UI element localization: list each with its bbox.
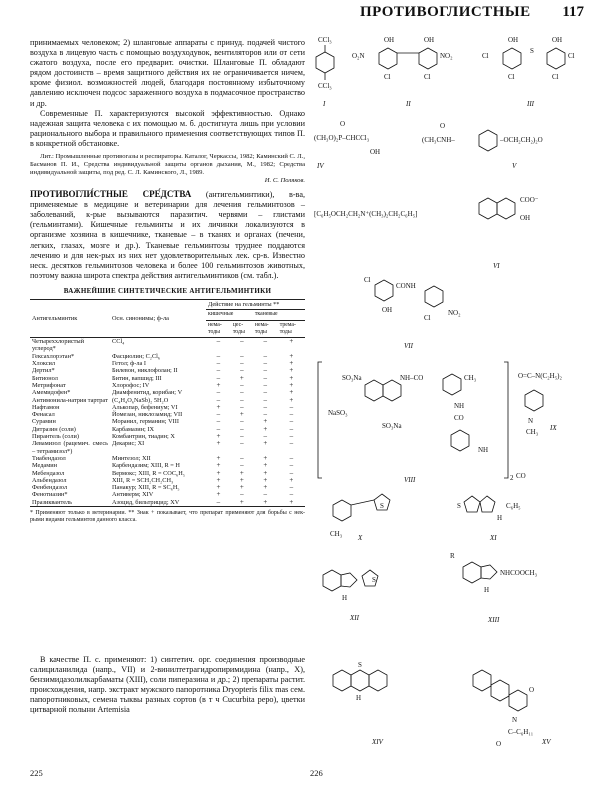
mark-cell: + xyxy=(289,337,294,346)
mark-cell: – xyxy=(263,380,268,389)
formula-text: O xyxy=(340,120,346,128)
mark-cell: – xyxy=(289,424,294,433)
roman-numeral: I xyxy=(323,100,326,108)
mark-cell: + xyxy=(216,439,221,448)
formula-text: NH xyxy=(454,402,465,410)
formula-text: CCl₃ xyxy=(318,82,332,90)
drug-synonym: Вермокс; XIII, R = COC₆H₅ xyxy=(112,469,185,477)
table-header: трема-тоды xyxy=(278,320,305,338)
drug-name: Дитразин (соли) xyxy=(32,425,76,433)
mark-cell: + xyxy=(239,373,244,382)
mark-cell: – xyxy=(263,490,268,499)
mark-cell: – xyxy=(289,461,294,470)
roman-numeral: X xyxy=(358,534,363,542)
structure-VII xyxy=(364,276,461,350)
drug-name: Метрифонат xyxy=(32,381,66,389)
mark-cell: + xyxy=(263,468,268,477)
entry-title: ПРОТИВОГЛИ́СТНЫЕ СРЕ́ДСТВА xyxy=(30,189,192,200)
drug-synonym: (C₄H₄O₆NaSb)₂ 5H₂O xyxy=(112,396,169,404)
formula-text: OH xyxy=(382,306,393,314)
mark-cell: – xyxy=(216,410,221,419)
mark-cell: + xyxy=(289,351,294,360)
mark-cell: – xyxy=(216,395,221,404)
mark-cell: + xyxy=(289,373,294,382)
formula-text: NO₂ xyxy=(440,52,453,60)
formula-text: O xyxy=(440,122,446,130)
mark-cell: + xyxy=(239,410,244,419)
roman-numeral: IX xyxy=(550,424,557,432)
roman-numeral: VII xyxy=(404,342,413,350)
mark-cell: – xyxy=(216,424,221,433)
page-number-right: 226 xyxy=(310,768,323,778)
formula-text: (CH₃O)₂P–CHCCl₃ xyxy=(314,134,370,142)
formula-text: CONH xyxy=(396,282,416,290)
formula-text: S xyxy=(372,576,376,584)
drug-synonym: Моранил, германин; VIII xyxy=(112,418,179,426)
roman-numeral: XV xyxy=(542,738,551,746)
formula-text: OH xyxy=(424,36,435,44)
mark-cell: – xyxy=(240,366,244,375)
mark-cell: – xyxy=(240,359,244,368)
drug-name: Медамин xyxy=(32,462,57,470)
formula-text: C–C₆H₁₁ xyxy=(508,728,534,736)
drug-name: Нафтамон xyxy=(32,403,60,411)
mark-cell: + xyxy=(216,453,221,462)
paragraph: принимаемых человеком; 2) шланговые аппараты с принуд. подачей чистого воздуха в лицевую часть с помощью воздуходувок, вентиляторов или от сети сжатого воздуха, после его предварит. очистки. Шланговые П. обладают рядом достоинств – время защитного действия их не ограничивается ничем, кроме физиол. возможностей людей, благодаря постоянному избыточному давлению исключен подсос зараженного воздуха в подмасочное пространство и др. xyxy=(30,38,305,108)
formula-text: S xyxy=(530,47,534,55)
drug-synonym: CCl₄ xyxy=(112,338,125,346)
bottom-paragraph xyxy=(30,655,305,715)
structure-XIV xyxy=(333,661,387,746)
table-note: * Применяют только в ветеринарии. ** Знак + показывает, что препарат применяют для борьбы с нек-рыми видами гельминтов данного класса. xyxy=(30,509,305,524)
mark-cell: – xyxy=(289,417,294,426)
formula-text: H xyxy=(356,694,362,702)
mark-cell: – xyxy=(240,461,244,470)
formula-text: S xyxy=(380,502,384,510)
table-header: Осн. синонимы; ф-ла xyxy=(110,299,206,337)
formula-text: CO xyxy=(454,414,464,422)
formula-text: CO xyxy=(516,472,526,480)
formula-text: COO⁻ xyxy=(520,196,539,204)
drug-synonym: Азоцид, бильтрицид; XV xyxy=(112,498,180,506)
drug-name: Мебендазол xyxy=(32,469,65,477)
drug-synonym: Алькопар, бефениум; VI xyxy=(112,403,178,411)
mark-cell: – xyxy=(263,432,268,441)
mark-cell: + xyxy=(216,461,221,470)
mark-cell: – xyxy=(240,380,244,389)
mark-cell: – xyxy=(216,366,221,375)
formula-text: SO₃Na xyxy=(382,422,402,430)
mark-cell: + xyxy=(216,483,221,492)
formula-text: Cl xyxy=(424,73,431,81)
drug-synonym: Гетол; ф-ла I xyxy=(112,360,146,368)
formula-text: SO₃Na xyxy=(342,374,362,382)
drug-synonym: Панакур; XIII, R = SC₆H₅ xyxy=(112,484,180,492)
running-header xyxy=(338,4,584,24)
roman-numeral: III xyxy=(527,100,534,108)
structure-IV xyxy=(314,120,380,170)
structure-XII xyxy=(323,570,378,622)
mark-cell: + xyxy=(263,497,268,506)
paragraph: В качестве П. с. применяют: 1) синтетич. орг. соединения производные салициланилида (напр., VII) и 2-винилтетрагидропиримидина (напр., X), бензимидазолилкарбаматы (XIII), соли пиперазина и др.; 2) препараты растит. происхождения, напр. экстракт мужского папоротника Dryopteris filix mas сем. папоротниковых, семена тыквы разных сортов (в т ч Cucurbita pepo), цветки цитварной полыни Artemisia xyxy=(30,655,305,714)
formula-text: Cl xyxy=(384,73,391,81)
mark-cell: – xyxy=(289,432,294,441)
drug-name: Сурамин xyxy=(32,418,56,426)
mark-cell: + xyxy=(263,475,268,484)
table-header: кишечные xyxy=(206,310,253,320)
roman-numeral: VI xyxy=(493,262,500,270)
mark-cell: + xyxy=(263,461,268,470)
mark-cell: + xyxy=(263,424,268,433)
drug-synonym: Хлорофос; IV xyxy=(112,381,150,389)
mark-cell: + xyxy=(263,453,268,462)
mark-cell: + xyxy=(216,490,221,499)
formula-text: (CH₃CNH– xyxy=(422,136,455,144)
table-row xyxy=(30,440,305,455)
roman-numeral: XIV xyxy=(372,738,383,746)
drug-name: Четыреххлористый углерод* xyxy=(32,338,84,353)
drug-synonym: Йомезан, никлозамид; VII xyxy=(112,411,183,419)
mark-cell: – xyxy=(240,490,244,499)
formula-text: 2 xyxy=(510,474,514,482)
entry xyxy=(30,189,305,281)
mark-cell: – xyxy=(216,373,221,382)
mark-cell: – xyxy=(240,439,244,448)
chemical-structures xyxy=(312,30,597,770)
drug-synonym: Антиверм; XIV xyxy=(112,491,154,499)
roman-numeral: II xyxy=(406,100,411,108)
mark-cell: + xyxy=(239,497,244,506)
structure-VI xyxy=(314,196,539,270)
formula-text: NH xyxy=(478,446,489,454)
mark-cell: + xyxy=(263,439,268,448)
formula-text: Cl xyxy=(552,73,559,81)
formula-text: OH xyxy=(520,214,531,222)
formula-text: S xyxy=(358,661,362,669)
drug-name: Альбендазол xyxy=(32,476,67,484)
structures-svg xyxy=(312,30,597,770)
drug-synonym: Карбамазин; IX xyxy=(112,425,154,433)
table-title: ВАЖНЕЙШИЕ СИНТЕТИЧЕСКИЕ АНТИГЕЛЬМИНТИКИ xyxy=(63,286,272,295)
mark-cell: – xyxy=(263,359,268,368)
header-page-number: 117 xyxy=(562,4,584,20)
mark-cell: + xyxy=(289,359,294,368)
header-title: ПРОТИВОГЛИСТНЫЕ xyxy=(360,4,531,20)
drug-name: Тиабендазол xyxy=(32,454,66,462)
drug-synonym: Фасциолин; C₂Cl₆ xyxy=(112,352,161,360)
drug-name: Битионол xyxy=(32,374,58,382)
structure-VIII xyxy=(318,362,526,484)
table-header: тканевые xyxy=(253,310,305,320)
formula-text: –OCH₂CH₂)₂O xyxy=(500,136,543,144)
drug-name: Антимонила-натрия тартрат xyxy=(32,396,108,404)
drug-name: Фенасал xyxy=(32,411,55,419)
roman-numeral: V xyxy=(512,162,517,170)
drug-name: Празиквантель xyxy=(32,498,73,506)
drug-synonym: XIII, R = SCH₂CH₂CH₃ xyxy=(112,476,174,484)
table-row xyxy=(30,338,305,353)
formula-text: Cl xyxy=(424,314,431,322)
table-header: цес-тоды xyxy=(231,320,253,338)
mark-cell: – xyxy=(289,439,294,448)
literature: Лит.: Промышленные противогазы и респираторы. Каталог, Черкассы, 1982; Каминский С. Л., Басманов П. И., Средства индивидуальной защиты органов дыхания, М., 1982; Средства индивидуальной защиты, под ред. С. Л. Каминского, Л., 1989. xyxy=(30,153,305,177)
formula-text: R xyxy=(450,552,455,560)
mark-cell: – xyxy=(216,351,221,360)
table-header: нема-тоды xyxy=(253,320,278,338)
drug-synonym: Минтезол; XII xyxy=(112,454,151,462)
structure-X xyxy=(330,494,390,542)
mark-cell: – xyxy=(263,351,268,360)
mark-cell: – xyxy=(263,402,268,411)
formula-text: O₂N xyxy=(352,52,365,60)
formula-text: NH–CO xyxy=(400,374,424,382)
structure-XI xyxy=(457,496,521,542)
mark-cell: – xyxy=(240,402,244,411)
mark-cell: + xyxy=(289,475,294,484)
table-body xyxy=(30,338,305,507)
formula-text: N xyxy=(528,417,534,425)
structure-XV xyxy=(473,670,551,748)
mark-cell: + xyxy=(263,483,268,492)
drug-name: Левамизол (рацемич. смесь – тетрамизол*) xyxy=(32,440,108,455)
mark-cell: + xyxy=(289,388,294,397)
drug-name: Амемидофен* xyxy=(32,389,71,397)
structure-V xyxy=(422,122,543,170)
mark-cell: – xyxy=(240,351,244,360)
structure-XIII xyxy=(450,552,538,624)
mark-cell: – xyxy=(263,366,268,375)
structure-II xyxy=(352,36,453,108)
formula-text: OH xyxy=(508,36,519,44)
mark-cell: + xyxy=(289,380,294,389)
mark-cell: – xyxy=(263,373,268,382)
drug-synonym: Битин, вапшид; III xyxy=(112,374,162,382)
mark-cell: – xyxy=(240,453,244,462)
table-header: нема-тоды xyxy=(206,320,231,338)
formula-text: CH₃ xyxy=(464,374,477,382)
drug-name: Фенотиазин* xyxy=(32,491,68,499)
formula-text: CH₃ xyxy=(330,530,343,538)
table-header: Антигельминтик xyxy=(30,299,110,337)
mark-cell: – xyxy=(240,388,244,397)
formula-text: CH₃ xyxy=(526,428,539,436)
mark-cell: + xyxy=(263,417,268,426)
drug-name: Хлоксил xyxy=(32,360,56,368)
mark-cell: + xyxy=(216,402,221,411)
mark-cell: – xyxy=(289,468,294,477)
formula-text: Cl xyxy=(482,52,489,60)
mark-cell: – xyxy=(216,497,221,506)
mark-cell: – xyxy=(240,432,244,441)
mark-cell: + xyxy=(239,475,244,484)
mark-cell: – xyxy=(289,410,294,419)
page-number-left: 225 xyxy=(30,768,43,778)
mark-cell: + xyxy=(216,432,221,441)
formula-text: NO₂ xyxy=(448,309,461,317)
drug-name: Фенбендазол xyxy=(32,484,68,492)
mark-cell: – xyxy=(263,337,268,346)
drug-name: Гексахлорэтан* xyxy=(32,352,75,360)
formula-text: CCl₃ xyxy=(318,36,332,44)
mark-cell: – xyxy=(240,424,244,433)
formula-text: NaSO₃ xyxy=(328,409,348,417)
mark-cell: + xyxy=(216,468,221,477)
mark-cell: – xyxy=(289,490,294,499)
formula-text: S xyxy=(457,502,461,510)
mark-cell: – xyxy=(263,410,268,419)
formula-text: H xyxy=(497,514,503,522)
mark-cell: – xyxy=(263,388,268,397)
formula-text: N xyxy=(512,716,518,724)
drug-synonym: Карбендазим; XIII, R = H xyxy=(112,462,180,470)
author: И. С. Поляков. xyxy=(264,177,305,185)
structure-IX xyxy=(518,372,562,436)
formula-text: Cl xyxy=(568,52,575,60)
mark-cell: – xyxy=(216,359,221,368)
paragraph: Современные П. характеризуются высокой эффективностью. Однако надежная защита человека с их помощью м. б. достигнута лишь при условии рационального выбора и правильного применения соответствующих типов П. в конкретной обстановке. xyxy=(30,108,305,148)
table-header: Действие на гельминты ** xyxy=(206,299,305,309)
formula-text: OH xyxy=(370,148,381,156)
structure-I xyxy=(316,36,334,108)
mark-cell: + xyxy=(239,468,244,477)
mark-cell: – xyxy=(263,395,268,404)
roman-numeral: IV xyxy=(317,162,324,170)
formula-text: O xyxy=(529,686,535,694)
mark-cell: – xyxy=(240,337,244,346)
entry-text: (антигельминтики), в-ва, применяемые в медицине и ветеринарии для лечения гельминтозов – заболеваний, к-рые вызываются паразитич. червями – глистами (гельминтами). Кишечные гельминты и их личинки локализуются в организме хозяина в кишечнике, тканевые – в тканях и органах (печени, легких, глазах, мозге и др.). Тканевые гельминтозы труднее поддаются лечению и для нек-рых из них нет удовлетворительных лек. ср-в. Известно неск. десятков гельминтозов человека и более 100 гельминтозов животных, поэтому важна широта спектра действия антигельминтиков (см. табл.). xyxy=(30,190,305,280)
left-column xyxy=(30,38,305,525)
mark-cell: – xyxy=(216,388,221,397)
mark-cell: – xyxy=(216,337,221,346)
drug-name: Дертил* xyxy=(32,367,55,375)
formula-text: H xyxy=(484,586,490,594)
formula-text: [C₆H₅OCH₂CH₂N⁺(CH₃)₂CH₂C₆H₅] xyxy=(314,210,418,218)
table-row xyxy=(30,499,305,507)
mark-cell: + xyxy=(216,475,221,484)
drug-synonym: Декарис; XI xyxy=(112,440,145,448)
mark-cell: + xyxy=(289,497,294,506)
formula-text: OH xyxy=(384,36,395,44)
mark-cell: – xyxy=(240,417,244,426)
mark-cell: – xyxy=(240,395,244,404)
formula-text: NHCOOCH₃ xyxy=(500,569,538,577)
mark-cell: – xyxy=(216,417,221,426)
roman-numeral: XI xyxy=(490,534,497,542)
formula-text: Cl xyxy=(508,73,515,81)
mark-cell: + xyxy=(289,395,294,404)
roman-numeral: XII xyxy=(350,614,359,622)
formula-text: OH xyxy=(552,36,563,44)
formula-text: C₆H₅ xyxy=(506,502,521,510)
drug-name: Пирантель (соли) xyxy=(32,433,79,441)
roman-numeral: XIII xyxy=(488,616,500,624)
formula-text: H xyxy=(342,594,348,602)
formula-text: O xyxy=(496,740,502,748)
formula-text: O=C–N(C₂H₅)₂ xyxy=(518,372,562,380)
drug-synonym: Комбантрин, тиадин; X xyxy=(112,433,175,441)
mark-cell: – xyxy=(289,402,294,411)
structure-III xyxy=(482,36,575,108)
mark-cell: + xyxy=(239,483,244,492)
mark-cell: – xyxy=(289,453,294,462)
roman-numeral: VIII xyxy=(404,476,416,484)
mark-cell: + xyxy=(289,366,294,375)
mark-cell: + xyxy=(216,380,221,389)
drug-table xyxy=(30,299,305,507)
formula-text: Cl xyxy=(364,276,371,284)
mark-cell: – xyxy=(289,483,294,492)
drug-synonym: Билевон, никлофолан; II xyxy=(112,367,178,375)
drug-synonym: Диамфенитид, корибан; V xyxy=(112,389,183,397)
